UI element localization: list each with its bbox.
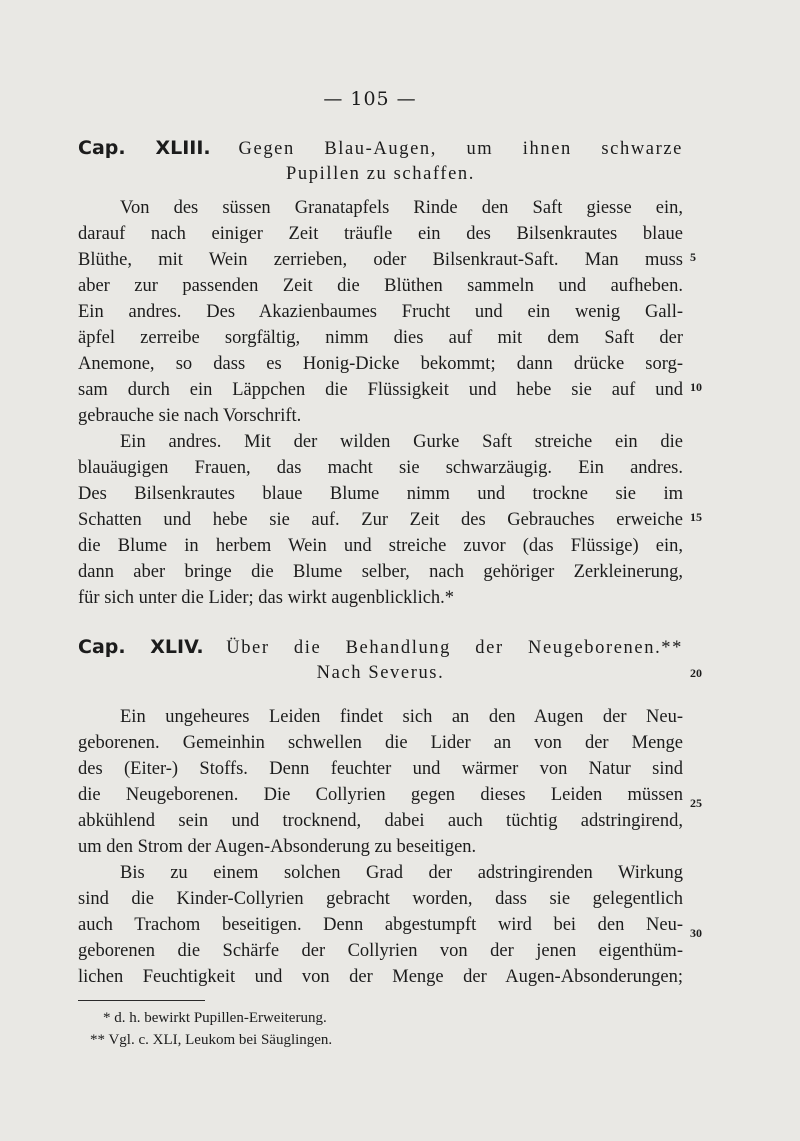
text-line: Schatten und hebe sie auf. Zur Zeit des Gebrauches erweiche — [78, 510, 683, 530]
text-line: Anemone, so dass es Honig-Dicke bekommt; dann drücke sorg- — [78, 354, 683, 374]
text-line: Ein andres. Des Akazienbaumes Frucht und ein wenig Gall- — [78, 302, 683, 322]
text-line: aber zur passenden Zeit die Blüthen sammeln und aufheben. — [78, 276, 683, 296]
margin-line-number: 15 — [690, 510, 702, 524]
margin-line-number: 20 — [690, 666, 702, 680]
text-line: gebrauche sie nach Vorschrift. — [78, 406, 302, 426]
margin-line-number: 25 — [690, 796, 702, 810]
footnote: * d. h. bewirkt Pupillen-Erweiterung. — [103, 1010, 327, 1026]
chapter-heading-label: Cap. XLIV. — [78, 636, 204, 658]
text-line: Von des süssen Granatapfels Rinde den Saft giesse ein, — [120, 198, 683, 218]
chapter-title-continued: Pupillen zu schaffen. — [286, 164, 475, 184]
footnote: ** Vgl. c. XLI, Leukom bei Säuglingen. — [90, 1032, 333, 1048]
chapter-title: Gegen Blau-Augen, um ihnen schwarze — [238, 139, 683, 159]
margin-line-number: 30 — [690, 926, 702, 940]
chapter-xliv — [78, 634, 683, 990]
text-line: abkühlend sein und trocknend, dabei auch tüchtig adstringirend, — [78, 811, 683, 831]
text-line: Blüthe, mit Wein zerrieben, oder Bilsenkraut-Saft. Man muss — [78, 250, 683, 270]
text-line: äpfel zerreibe sorgfältig, nimm dies auf mit dem Saft der — [78, 328, 683, 348]
margin-line-number: 10 — [690, 380, 702, 394]
text-line: die Blume in herbem Wein und streiche zuvor (das Flüssige) ein, — [78, 536, 683, 556]
text-line: die Neugeborenen. Die Collyrien gegen dieses Leiden müssen — [78, 785, 683, 805]
page-number: — 105 — — [323, 88, 417, 110]
text-line: sind die Kinder-Collyrien gebracht worden, dass sie gelegentlich — [78, 889, 683, 909]
text-line: für sich unter die Lider; das wirkt augenblicklich.* — [78, 588, 455, 608]
chapter-title-line — [78, 634, 683, 660]
text-line: Bis zu einem solchen Grad der adstringirenden Wirkung — [120, 863, 683, 883]
text-line: Ein ungeheures Leiden findet sich an den Augen der Neu- — [120, 707, 683, 727]
chapter-title-continued: Nach Severus. — [316, 663, 445, 683]
text-line: dann aber bringe die Blume selber, nach gehöriger Zerkleinerung, — [78, 562, 683, 582]
text-line: um den Strom der Augen-Absonderung zu beseitigen. — [78, 837, 477, 857]
chapter-title-line — [78, 135, 683, 161]
text-line: blauäugigen Frauen, das macht sie schwarzäugig. Ein andres. — [78, 458, 683, 478]
text-line: des (Eiter-) Stoffs. Denn feuchter und wärmer von Natur sind — [78, 759, 683, 779]
text-line: geborenen die Schärfe der Collyrien von der jenen eigenthüm- — [78, 941, 683, 961]
text-line: sam durch ein Läppchen die Flüssigkeit und hebe sie auf und — [78, 380, 683, 400]
footnote-rule — [78, 1000, 205, 1001]
margin-line-number: 5 — [690, 250, 696, 264]
text-line: geborenen. Gemeinhin schwellen die Lider an von der Menge — [78, 733, 683, 753]
chapter-xliii — [78, 135, 683, 611]
chapter-heading-label: Cap. XLIII. — [78, 137, 211, 159]
text-line: Des Bilsenkrautes blaue Blume nimm und trockne sie im — [78, 484, 683, 504]
text-line: Ein andres. Mit der wilden Gurke Saft streiche ein die — [120, 432, 683, 452]
text-line: lichen Feuchtigkeit und von der Menge der Augen-Absonderungen; — [78, 967, 683, 987]
text-line: darauf nach einiger Zeit träufle ein des Bilsenkrautes blaue — [78, 224, 683, 244]
text-line: auch Trachom beseitigen. Denn abgestumpft wird bei den Neu- — [78, 915, 683, 935]
chapter-title: Über die Behandlung der Neugeborenen.** — [226, 638, 683, 658]
